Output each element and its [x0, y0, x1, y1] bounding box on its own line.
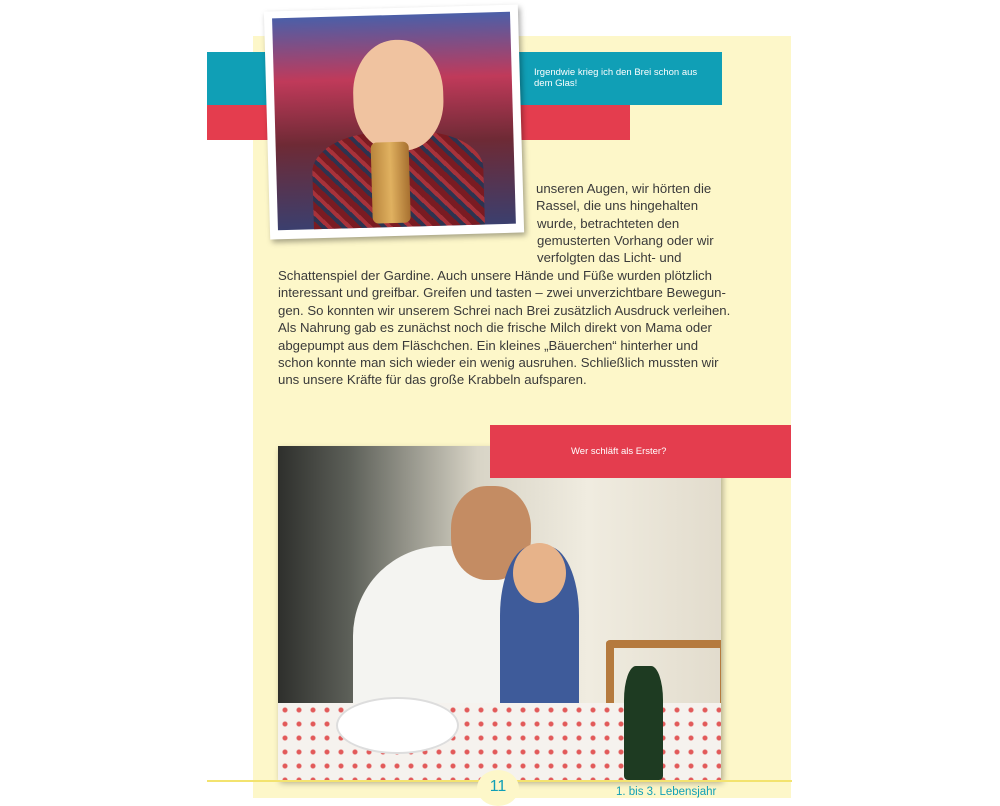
running-footer: 1. bis 3. Lebensjahr: [616, 786, 717, 798]
baby-food-jar: [371, 142, 411, 224]
body-line: Schattenspiel der Gardine. Auch unsere Hände und Füße wurden plötzlich: [278, 268, 712, 283]
plate: [336, 697, 460, 754]
body-line: abgepumpt aus dem Fläschchen. Ein kleines „Bäuerchen“ hinterher und: [278, 338, 699, 353]
photo-caption-bottom: Wer schläft als Erster?: [571, 446, 667, 457]
body-line: interessant und greifbar. Greifen und tasten – zwei unverzichtbare Bewegun-: [278, 285, 726, 300]
body-line: gen. So konnten wir unserem Schrei nach Brei zusätzlich Ausdruck verleihen.: [278, 303, 731, 318]
body-line: verfolgten das Licht- und: [537, 250, 682, 265]
page-number: 11: [489, 778, 507, 795]
wine-bottle: [624, 666, 664, 780]
body-line: schon konnte man sich wieder ein wenig ausruhen. Schließlich mussten wir: [278, 355, 719, 370]
photo-caption-top: Irgendwie krieg ich den Brei schon aus dem Glas!: [534, 67, 698, 89]
body-line: gemusterten Vorhang oder wir: [537, 233, 714, 248]
body-line: uns unsere Kräfte für das große Krabbeln aufsparen.: [278, 372, 587, 387]
body-line: unseren Augen, wir hörten die: [536, 181, 712, 196]
baby-photo: [264, 4, 524, 239]
body-line: Rassel, die uns hingehalten: [536, 198, 699, 213]
family-photo: [278, 446, 721, 780]
body-line: wurde, betrachteten den: [537, 216, 680, 231]
baby-face: [351, 39, 444, 152]
body-line: Als Nahrung gab es zunächst noch die frische Milch direkt von Mama oder: [278, 320, 712, 335]
child-head: [513, 543, 566, 603]
baby-photo-image: [272, 12, 516, 231]
